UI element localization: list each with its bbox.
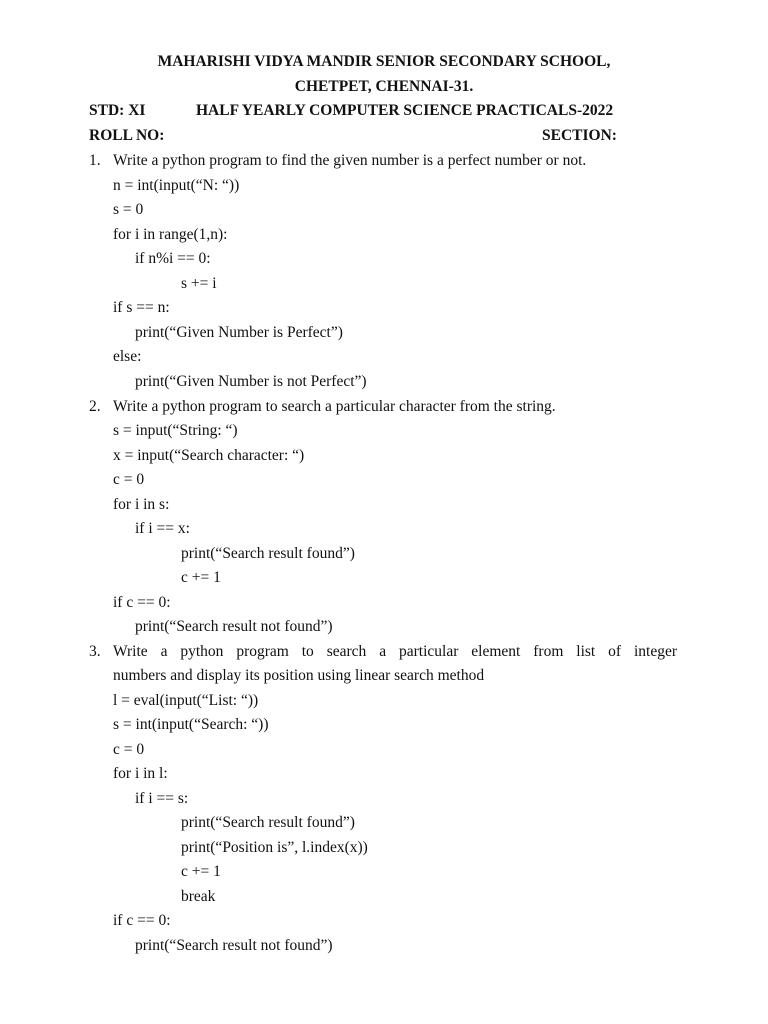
question-text: numbers and display its position using linear search method bbox=[113, 667, 485, 684]
code-line: print(“Position is”, l.index(x)) bbox=[181, 839, 368, 856]
code-line: x = input(“Search character: “) bbox=[113, 447, 305, 464]
question-text: Write a python program to search a particular element from list of integer bbox=[113, 643, 677, 660]
question-number: 3. bbox=[89, 643, 101, 660]
code-line: c = 0 bbox=[113, 741, 145, 758]
code-line: print(“Given Number is not Perfect”) bbox=[135, 373, 367, 390]
code-line: print(“Search result not found”) bbox=[135, 937, 333, 954]
roll-no-label: ROLL NO: bbox=[89, 127, 165, 144]
code-line: print(“Search result found”) bbox=[181, 545, 355, 562]
code-line: c = 0 bbox=[113, 471, 145, 488]
code-line: c += 1 bbox=[181, 569, 221, 586]
code-line: if s == n: bbox=[113, 299, 170, 316]
code-line: s = 0 bbox=[113, 201, 144, 218]
code-line: else: bbox=[113, 348, 142, 365]
code-line: for i in s: bbox=[113, 496, 170, 513]
code-line: s = input(“String: “) bbox=[113, 422, 238, 439]
code-line: for i in l: bbox=[113, 765, 168, 782]
code-line: n = int(input(“N: “)) bbox=[113, 177, 240, 194]
code-line: print(“Given Number is Perfect”) bbox=[135, 324, 343, 341]
question-text: Write a python program to search a particular character from the string. bbox=[113, 398, 556, 415]
code-line: s += i bbox=[181, 275, 217, 292]
question-text: Write a python program to find the given number is a perfect number or not. bbox=[113, 152, 587, 169]
code-line: for i in range(1,n): bbox=[113, 226, 228, 243]
code-line: if i == s: bbox=[135, 790, 189, 807]
code-line: if i == x: bbox=[135, 520, 190, 537]
std-label: STD: XI bbox=[89, 102, 146, 119]
school-address: CHETPET, CHENNAI-31. bbox=[294, 78, 474, 95]
exam-title: HALF YEARLY COMPUTER SCIENCE PRACTICALS-2022 bbox=[196, 102, 614, 119]
code-line: print(“Search result found”) bbox=[181, 814, 355, 831]
school-name: MAHARISHI VIDYA MANDIR SENIOR SECONDARY SCHOOL, bbox=[157, 53, 611, 70]
code-line: print(“Search result not found”) bbox=[135, 618, 333, 635]
question-number: 1. bbox=[89, 152, 101, 169]
section-label: SECTION: bbox=[542, 127, 617, 144]
code-line: if n%i == 0: bbox=[135, 250, 211, 267]
code-line: if c == 0: bbox=[113, 912, 171, 929]
code-line: break bbox=[181, 888, 216, 905]
code-line: l = eval(input(“List: “)) bbox=[113, 692, 259, 709]
question-number: 2. bbox=[89, 398, 101, 415]
code-line: c += 1 bbox=[181, 863, 221, 880]
code-line: if c == 0: bbox=[113, 594, 171, 611]
code-line: s = int(input(“Search: “)) bbox=[113, 716, 269, 733]
